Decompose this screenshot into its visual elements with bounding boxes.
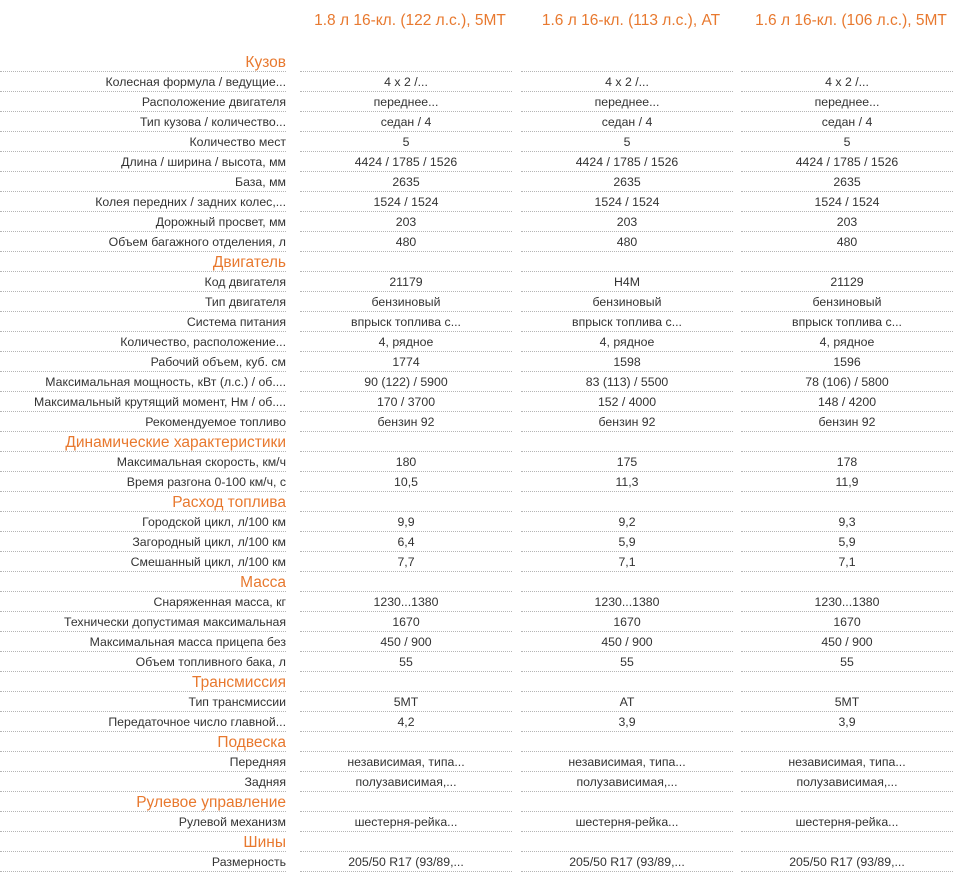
spec-value: 21129 bbox=[741, 272, 953, 292]
spec-value: 55 bbox=[521, 652, 733, 672]
spec-value: полузависимая,... bbox=[521, 772, 733, 792]
spec-value: 10,5 bbox=[300, 472, 512, 492]
spec-label: Максимальная масса прицепа без bbox=[0, 632, 286, 652]
spec-value: 4, рядное bbox=[521, 332, 733, 352]
spec-value: 9,2 bbox=[521, 512, 733, 532]
table-row bbox=[0, 132, 960, 152]
spec-value: 152 / 4000 bbox=[521, 392, 733, 412]
table-row bbox=[0, 192, 960, 212]
spec-value: 3,9 bbox=[741, 712, 953, 732]
spec-value: 7,7 bbox=[300, 552, 512, 572]
table-row bbox=[0, 812, 960, 832]
spec-value: 450 / 900 bbox=[741, 632, 953, 652]
section-title: Шины bbox=[0, 832, 286, 852]
spec-value: 83 (113) / 5500 bbox=[521, 372, 733, 392]
table-row bbox=[0, 212, 960, 232]
spec-value: 1230...1380 bbox=[521, 592, 733, 612]
spec-value: 1230...1380 bbox=[300, 592, 512, 612]
spec-value: 170 / 3700 bbox=[300, 392, 512, 412]
spec-value: бензиновый bbox=[521, 292, 733, 312]
section-blank-cell bbox=[521, 672, 733, 692]
spec-value: 1598 bbox=[521, 352, 733, 372]
section-blank-cell bbox=[300, 832, 512, 852]
spec-value: 480 bbox=[300, 232, 512, 252]
spec-label: Тип кузова / количество... bbox=[0, 112, 286, 132]
spec-label: Объем багажного отделения, л bbox=[0, 232, 286, 252]
spec-value: 205/50 R17 (93/89,... bbox=[521, 852, 733, 872]
spec-value: 1670 bbox=[521, 612, 733, 632]
section-blank-cell bbox=[741, 432, 953, 452]
spec-value: переднее... bbox=[741, 92, 953, 112]
spec-label: Рекомендуемое топливо bbox=[0, 412, 286, 432]
table-row bbox=[0, 392, 960, 412]
spec-label: Передняя bbox=[0, 752, 286, 772]
spec-value: седан / 4 bbox=[741, 112, 953, 132]
spec-value: 5 bbox=[300, 132, 512, 152]
section-blank-cell bbox=[741, 672, 953, 692]
spec-value: 4 х 2 /... bbox=[300, 72, 512, 92]
table-body bbox=[0, 52, 960, 872]
spec-value: 55 bbox=[300, 652, 512, 672]
section-blank-cell bbox=[521, 832, 733, 852]
table-row bbox=[0, 112, 960, 132]
section-blank-cell bbox=[741, 792, 953, 812]
section-title: Трансмиссия bbox=[0, 672, 286, 692]
spec-label: База, мм bbox=[0, 172, 286, 192]
spec-label: Рулевой механизм bbox=[0, 812, 286, 832]
spec-value: 9,9 bbox=[300, 512, 512, 532]
section-title: Рулевое управление bbox=[0, 792, 286, 812]
spec-value: бензиновый bbox=[300, 292, 512, 312]
spec-value: переднее... bbox=[300, 92, 512, 112]
section-blank-cell bbox=[741, 492, 953, 512]
spec-value: 450 / 900 bbox=[300, 632, 512, 652]
spec-value: 1524 / 1524 bbox=[300, 192, 512, 212]
spec-value: 55 bbox=[741, 652, 953, 672]
table-row bbox=[0, 72, 960, 92]
spec-label: Система питания bbox=[0, 312, 286, 332]
spec-value: полузависимая,... bbox=[300, 772, 512, 792]
spec-label: Расположение двигателя bbox=[0, 92, 286, 112]
spec-value: 1596 bbox=[741, 352, 953, 372]
section-blank-cell bbox=[741, 732, 953, 752]
spec-value: 203 bbox=[741, 212, 953, 232]
section-blank-cell bbox=[300, 492, 512, 512]
spec-value: 11,9 bbox=[741, 472, 953, 492]
spec-label: Объем топливного бака, л bbox=[0, 652, 286, 672]
spec-value: 6,4 bbox=[300, 532, 512, 552]
spec-label: Код двигателя bbox=[0, 272, 286, 292]
spec-label: Время разгона 0-100 км/ч, с bbox=[0, 472, 286, 492]
spec-label: Максимальная мощность, кВт (л.с.) / об.... bbox=[0, 372, 286, 392]
section-heading-row bbox=[0, 52, 960, 72]
table-row bbox=[0, 92, 960, 112]
table-row bbox=[0, 332, 960, 352]
spec-value: независимая, типа... bbox=[521, 752, 733, 772]
spec-value: 5 bbox=[521, 132, 733, 152]
section-blank-cell bbox=[300, 252, 512, 272]
spec-label: Загородный цикл, л/100 км bbox=[0, 532, 286, 552]
spec-label: Передаточное число главной... bbox=[0, 712, 286, 732]
section-heading-row bbox=[0, 672, 960, 692]
spec-label: Количество мест bbox=[0, 132, 286, 152]
section-blank-cell bbox=[300, 792, 512, 812]
section-blank-cell bbox=[521, 252, 733, 272]
section-blank-cell bbox=[300, 732, 512, 752]
table-row bbox=[0, 652, 960, 672]
spec-value: 4, рядное bbox=[300, 332, 512, 352]
spec-value: 450 / 900 bbox=[521, 632, 733, 652]
section-heading-row bbox=[0, 572, 960, 592]
spec-value: 180 bbox=[300, 452, 512, 472]
spec-value: независимая, типа... bbox=[741, 752, 953, 772]
spec-value: 203 bbox=[521, 212, 733, 232]
section-heading-row bbox=[0, 832, 960, 852]
section-blank-cell bbox=[521, 572, 733, 592]
spec-value: 5,9 bbox=[741, 532, 953, 552]
table-row bbox=[0, 452, 960, 472]
spec-value: 205/50 R17 (93/89,... bbox=[741, 852, 953, 872]
spec-value: полузависимая,... bbox=[741, 772, 953, 792]
spec-label: Длина / ширина / высота, мм bbox=[0, 152, 286, 172]
section-title: Подвеска bbox=[0, 732, 286, 752]
section-blank-cell bbox=[741, 572, 953, 592]
spec-value: 2635 bbox=[300, 172, 512, 192]
spec-value: AT bbox=[521, 692, 733, 712]
spec-value: 11,3 bbox=[521, 472, 733, 492]
table-row bbox=[0, 272, 960, 292]
table-header bbox=[0, 0, 960, 52]
section-blank-cell bbox=[741, 252, 953, 272]
spec-value: 5 bbox=[741, 132, 953, 152]
spec-value: 4,2 bbox=[300, 712, 512, 732]
spec-value: бензиновый bbox=[741, 292, 953, 312]
spec-value: переднее... bbox=[521, 92, 733, 112]
spec-label: Максимальная скорость, км/ч bbox=[0, 452, 286, 472]
spec-label: Дорожный просвет, мм bbox=[0, 212, 286, 232]
spec-value: 90 (122) / 5900 bbox=[300, 372, 512, 392]
spec-value: независимая, типа... bbox=[300, 752, 512, 772]
spec-label: Смешанный цикл, л/100 км bbox=[0, 552, 286, 572]
spec-value: 21179 bbox=[300, 272, 512, 292]
section-blank-cell bbox=[741, 52, 953, 72]
spec-value: 7,1 bbox=[521, 552, 733, 572]
spec-value: 4 х 2 /... bbox=[741, 72, 953, 92]
section-blank-cell bbox=[300, 432, 512, 452]
table-row bbox=[0, 512, 960, 532]
spec-value: впрыск топлива с... bbox=[741, 312, 953, 332]
section-heading-row bbox=[0, 252, 960, 272]
section-blank-cell bbox=[521, 792, 733, 812]
spec-label: Максимальный крутящий момент, Нм / об.... bbox=[0, 392, 286, 412]
spec-value: 7,1 bbox=[741, 552, 953, 572]
table-row bbox=[0, 352, 960, 372]
spec-value: впрыск топлива с... bbox=[521, 312, 733, 332]
spec-value: седан / 4 bbox=[521, 112, 733, 132]
table-row bbox=[0, 632, 960, 652]
spec-label: Размерность bbox=[0, 852, 286, 872]
spec-value: 205/50 R17 (93/89,... bbox=[300, 852, 512, 872]
section-title: Двигатель bbox=[0, 252, 286, 272]
spec-value: 480 bbox=[521, 232, 733, 252]
spec-value: 5,9 bbox=[521, 532, 733, 552]
spec-value: 2635 bbox=[521, 172, 733, 192]
spec-label: Рабочий объем, куб. см bbox=[0, 352, 286, 372]
spec-value: H4M bbox=[521, 272, 733, 292]
spec-label: Тип трансмиссии bbox=[0, 692, 286, 712]
table-row bbox=[0, 292, 960, 312]
spec-value: 5МТ bbox=[300, 692, 512, 712]
table-row bbox=[0, 552, 960, 572]
section-blank-cell bbox=[521, 492, 733, 512]
spec-value: 5МТ bbox=[741, 692, 953, 712]
section-blank-cell bbox=[300, 572, 512, 592]
table-row bbox=[0, 472, 960, 492]
spec-value: 175 bbox=[521, 452, 733, 472]
table-row bbox=[0, 592, 960, 612]
spec-value: бензин 92 bbox=[521, 412, 733, 432]
table-row bbox=[0, 772, 960, 792]
spec-value: 4424 / 1785 / 1526 bbox=[300, 152, 512, 172]
spec-value: впрыск топлива с... bbox=[300, 312, 512, 332]
spec-value: 4424 / 1785 / 1526 bbox=[741, 152, 953, 172]
spec-value: 9,3 bbox=[741, 512, 953, 532]
table-row bbox=[0, 412, 960, 432]
section-blank-cell bbox=[521, 732, 733, 752]
spec-label: Технически допустимая максимальная bbox=[0, 612, 286, 632]
table-row bbox=[0, 232, 960, 252]
table-row bbox=[0, 692, 960, 712]
spec-value: бензин 92 bbox=[741, 412, 953, 432]
spec-value: бензин 92 bbox=[300, 412, 512, 432]
section-title: Масса bbox=[0, 572, 286, 592]
spec-value: 178 bbox=[741, 452, 953, 472]
spec-label: Тип двигателя bbox=[0, 292, 286, 312]
spec-value: 2635 bbox=[741, 172, 953, 192]
spec-value: шестерня-рейка... bbox=[741, 812, 953, 832]
section-title: Кузов bbox=[0, 52, 286, 72]
spec-label: Колея передних / задних колес,... bbox=[0, 192, 286, 212]
spec-label: Колесная формула / ведущие... bbox=[0, 72, 286, 92]
section-title: Расход топлива bbox=[0, 492, 286, 512]
column-header: 1.6 л 16-кл. (106 л.с.), 5МТ bbox=[755, 12, 947, 29]
spec-value: 480 bbox=[741, 232, 953, 252]
spec-value: 1670 bbox=[300, 612, 512, 632]
spec-value: 1230...1380 bbox=[741, 592, 953, 612]
section-heading-row bbox=[0, 792, 960, 812]
spec-value: 1774 bbox=[300, 352, 512, 372]
table-row bbox=[0, 152, 960, 172]
table-row bbox=[0, 852, 960, 872]
spec-label: Снаряженная масса, кг bbox=[0, 592, 286, 612]
spec-value: 78 (106) / 5800 bbox=[741, 372, 953, 392]
section-blank-cell bbox=[300, 52, 512, 72]
column-header: 1.8 л 16-кл. (122 л.с.), 5МТ bbox=[314, 12, 506, 29]
section-title: Динамические характеристики bbox=[0, 432, 286, 452]
spec-value: 4424 / 1785 / 1526 bbox=[521, 152, 733, 172]
spec-value: 203 bbox=[300, 212, 512, 232]
column-header: 1.6 л 16-кл. (113 л.с.), AT bbox=[541, 12, 721, 29]
spec-value: 1524 / 1524 bbox=[741, 192, 953, 212]
section-blank-cell bbox=[521, 52, 733, 72]
spec-value: 1670 bbox=[741, 612, 953, 632]
table-row bbox=[0, 372, 960, 392]
spec-label: Городской цикл, л/100 км bbox=[0, 512, 286, 532]
spec-value: 4, рядное bbox=[741, 332, 953, 352]
section-heading-row bbox=[0, 732, 960, 752]
spec-label: Количество, расположение... bbox=[0, 332, 286, 352]
spec-value: шестерня-рейка... bbox=[521, 812, 733, 832]
table-row bbox=[0, 612, 960, 632]
spec-value: 4 х 2 /... bbox=[521, 72, 733, 92]
spec-value: шестерня-рейка... bbox=[300, 812, 512, 832]
table-row bbox=[0, 532, 960, 552]
section-heading-row bbox=[0, 492, 960, 512]
section-blank-cell bbox=[521, 432, 733, 452]
spec-value: 148 / 4200 bbox=[741, 392, 953, 412]
section-blank-cell bbox=[741, 832, 953, 852]
table-row bbox=[0, 312, 960, 332]
spec-value: 1524 / 1524 bbox=[521, 192, 733, 212]
spec-label: Задняя bbox=[0, 772, 286, 792]
spec-value: 3,9 bbox=[521, 712, 733, 732]
table-row bbox=[0, 172, 960, 192]
section-blank-cell bbox=[300, 672, 512, 692]
table-row bbox=[0, 752, 960, 772]
section-heading-row bbox=[0, 432, 960, 452]
spec-value: седан / 4 bbox=[300, 112, 512, 132]
table-row bbox=[0, 712, 960, 732]
